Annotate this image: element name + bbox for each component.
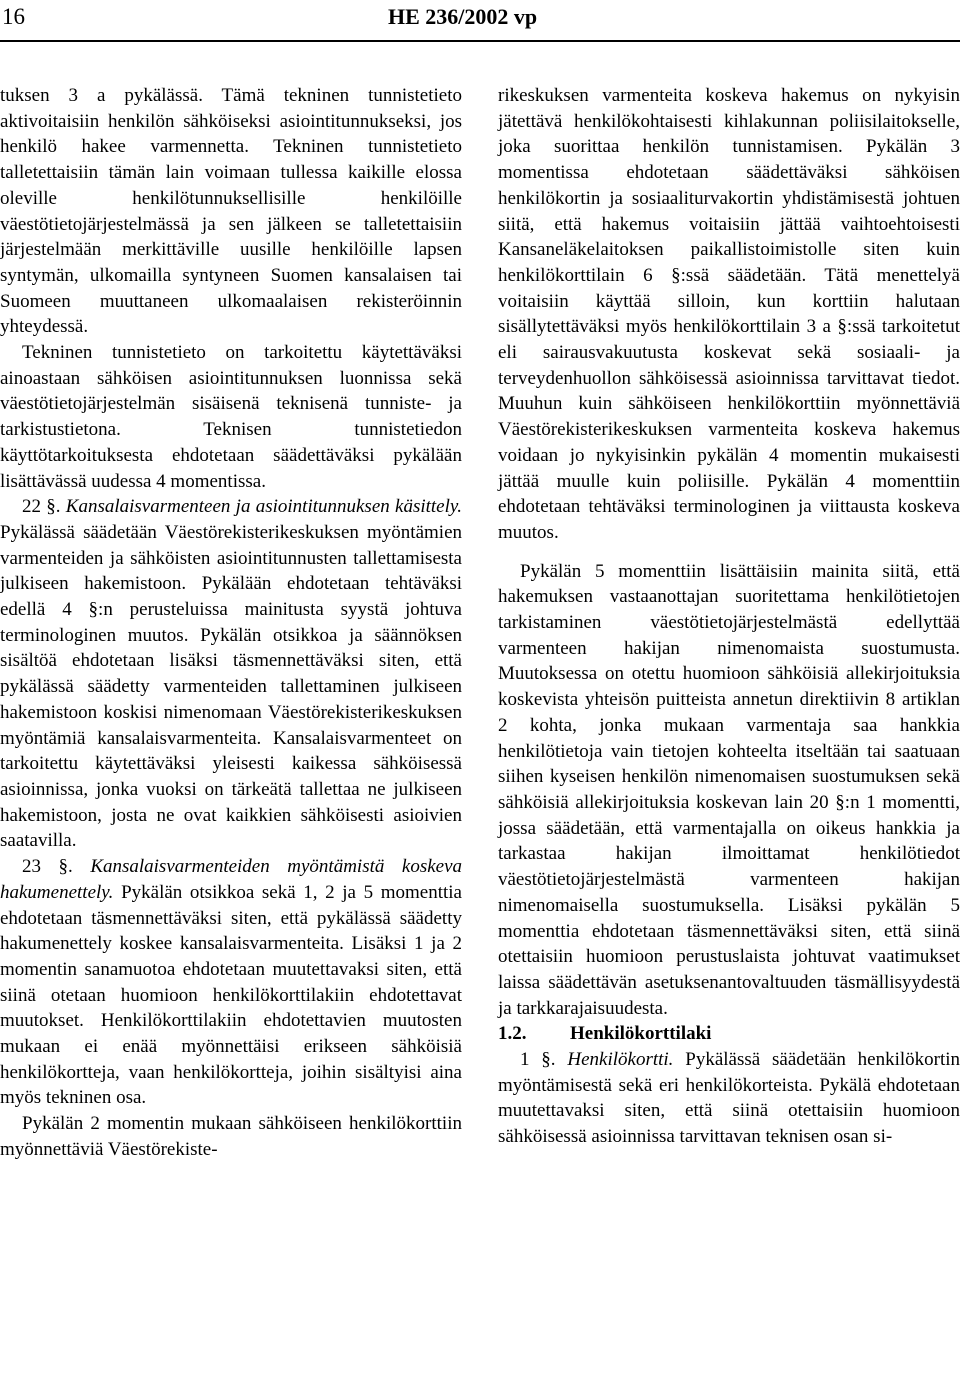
- paragraph: Tekninen tunnistetieto on tarkoitettu käytettäväksi ainoastaan sähköisen asiointitunnuksen luonnissa sekä väestötietojärjestelmän sisäisenä teknisenä tunniste- ja tarkistustietona. Teknisen tunnistetiedon käyttötarkoituksesta ehdotetaan säädettäväksi pykälään lisättävässä uudessa 4 momentissa.: [0, 342, 462, 492]
- section-title: Henkilökortti.: [567, 1049, 674, 1071]
- section-title: Kansalaisvarmenteen ja asiointitunnuksen käsittely.: [65, 496, 463, 518]
- heading-number: 1.2.: [498, 1023, 527, 1045]
- heading-title: Henkilökorttilaki: [570, 1023, 712, 1045]
- paragraph: Pykälän 2 momentin mukaan sähköiseen henkilökorttiin myönnettäviä Väestörekiste-: [0, 1113, 462, 1160]
- section-body: Pykälässä säädetään henkilökortin myöntämisestä sekä eri henkilökorteista. Pykälä ehdotetaan muutettavaksi siten, että siinä otettaisiin huomioon sähköisessä asioinnissa tarvittavan teknisen osan si-: [498, 1049, 960, 1148]
- section-23: [0, 854, 462, 1111]
- section-22: [0, 494, 462, 854]
- section-number: 1 §.: [520, 1049, 556, 1071]
- header-rule: [0, 40, 960, 42]
- document-id: HE 236/2002 vp: [388, 4, 538, 29]
- right-column: [498, 83, 960, 1150]
- page-header: [0, 0, 960, 44]
- paragraph: rikeskuksen varmenteita koskeva hakemus on nykyisin jätettävä henkilökohtaisesti kihlakunnan poliisilaitokselle, joka suorittaa henkilön tunnistamisen. Pykälän 3 momentissa ehdotetaan säädettäväksi sähköisen henkilökortin ja sosiaaliturvakortin yhdistämisestä johtuen siitä, että hakemus voitaisiin jättää vaihtoehtoisesti Kansaneläkelaitoksen paikallistoimistolle siten kuin henkilökorttilain 6 §:ssä säädetään. Tätä menettelyä voitaisiin käyttää silloin, kun korttiin halutaan sisällytettäväksi myös henkilökorttilain 3 a §:ssä tarkoitetut eli sairausvakuutusta koskevat sekä sosiaali- ja terveydenhuollon sähköisessä asioinnissa tarvittavat tiedot. Muuhun kuin sähköiseen henkilökorttiin myönnettäviä Väestörekisterikeskuksen varmenteita koskeva hakemus voidaan jo nykyisinkin pykälän 4 momentin mukaisesti jättää muulle kuin poliisille. Pykälän 4 momenttiin ehdotetaan tehtäväksi terminologinen ja viittausta koskeva muutos.: [498, 85, 960, 543]
- section-number: 23 §.: [22, 856, 73, 878]
- subsection-heading: [498, 1021, 960, 1047]
- left-column: [0, 83, 462, 1163]
- section-body: Pykälässä säädetään Väestörekisterikeskuksen myöntämien varmenteiden ja sähköisten asiointitunnusten tallettamisesta julkiseen hakemistoon. Pykälään ehdotetaan tehtäväksi edellä 4 §:n perusteluissa mainitusta syystä johtuva terminologinen muutos. Pykälän otsikkoa ja säännöksen sisältöä ehdotetaan lisäksi täsmennettäväksi siten, että pykälässä säädetty varmenteiden tallettaminen julkiseen hakemistoon koskisi nimenomaan Väestörekisterikeskuksen myöntämiä kansalaisvarmenteita. Kansalaisvarmenteet on tarkoitettu käytettäväksi yleisesti kaikessa sähköisessä asioinnissa, jonka vuoksi on tärkeätä tallettaa ne julkiseen hakemistoon, josta ne ovat kaikkien sähköisesti asioivien saatavilla.: [0, 521, 462, 852]
- paragraph: Pykälän 5 momenttiin lisättäisiin mainita siitä, että hakemuksen vastaanottajan suoritettama henkilötietojen tarkistaminen väestötietojärjestelmästä edellyttää varmenteen hakijan nimenomaista suostumusta. Muutoksessa on otettu huomioon sähköisiä allekirjoituksia koskevista yhteisön puitteista annetun direktiivin 8 artiklan 2 kohta, jonka mukaan varmentaja saa hankkia henkilötietoja vain tietojen kohteelta itseltään tai saatuaan siihen kyseisen henkilön nimenomaisen suostumuksen sekä sähköisiä allekirjoituksia koskevan lain 20 §:n 1 momentti, jossa säädetään, että varmentajalla on oikeus hankkia ja tarkastaa hakijan ilmoittamat henkilötiedot väestötietojärjestelmästä varmenteen hakijan nimenomaisella suostumuksella. Lisäksi pykälän 5 momenttia ehdotetaan täsmennettäväksi siten, että siinä otettaisiin huomioon perustuslaista johtuvat vaatimukset laissa säädettävän asetuksenantovaltuuden täsmällisyydestä ja tarkkarajaisuudesta.: [498, 560, 960, 1019]
- section-1: [498, 1047, 960, 1150]
- section-title: Kansalaisvarmenteiden myöntämistä koskeva hakumenettely.: [0, 856, 463, 903]
- page-number: 16: [2, 4, 25, 29]
- section-number: 22 §.: [22, 496, 61, 518]
- section-body: Pykälän otsikkoa sekä 1, 2 ja 5 momenttia ehdotetaan täsmennettäväksi siten, että pykälässä säädetty hakumenettely koskee kansalaisvarmenteita. Lisäksi 1 ja 2 momentin sanamuotoa ehdotetaan muutettavaksi siten, että siinä otetaan huomioon henkilökorttilakiin ehdotettavat muutokset. Henkilökorttilakiin ehdotettavien muutosten mukaan ei enää myönnettäisi erikseen sähköisiä henkilökortteja, vaan henkilökortteja, joihin sisältyisi aina myös tekninen osa.: [0, 881, 462, 1109]
- paragraph: tuksen 3 a pykälässä. Tämä tekninen tunnistetieto aktivoitaisiin henkilön sähköiseksi asiointitunnukseksi, jos henkilö hakee varmennetta. Tekninen tunnistetieto talletettaisiin tämän lain voimaan tullessa kaikille elossa oleville henkilötunnuksellisille henkilöille väestötietojärjestelmässä ja sen jälkeen se talletettaisiin järjestelmään merkittäville uusille henkilöille lapsen syntymän, ulkomailla syntyneen Suomen kansalaisen tai Suomeen muuttaneen ulkomaalaisen rekisteröinnin yhteydessä.: [0, 85, 462, 338]
